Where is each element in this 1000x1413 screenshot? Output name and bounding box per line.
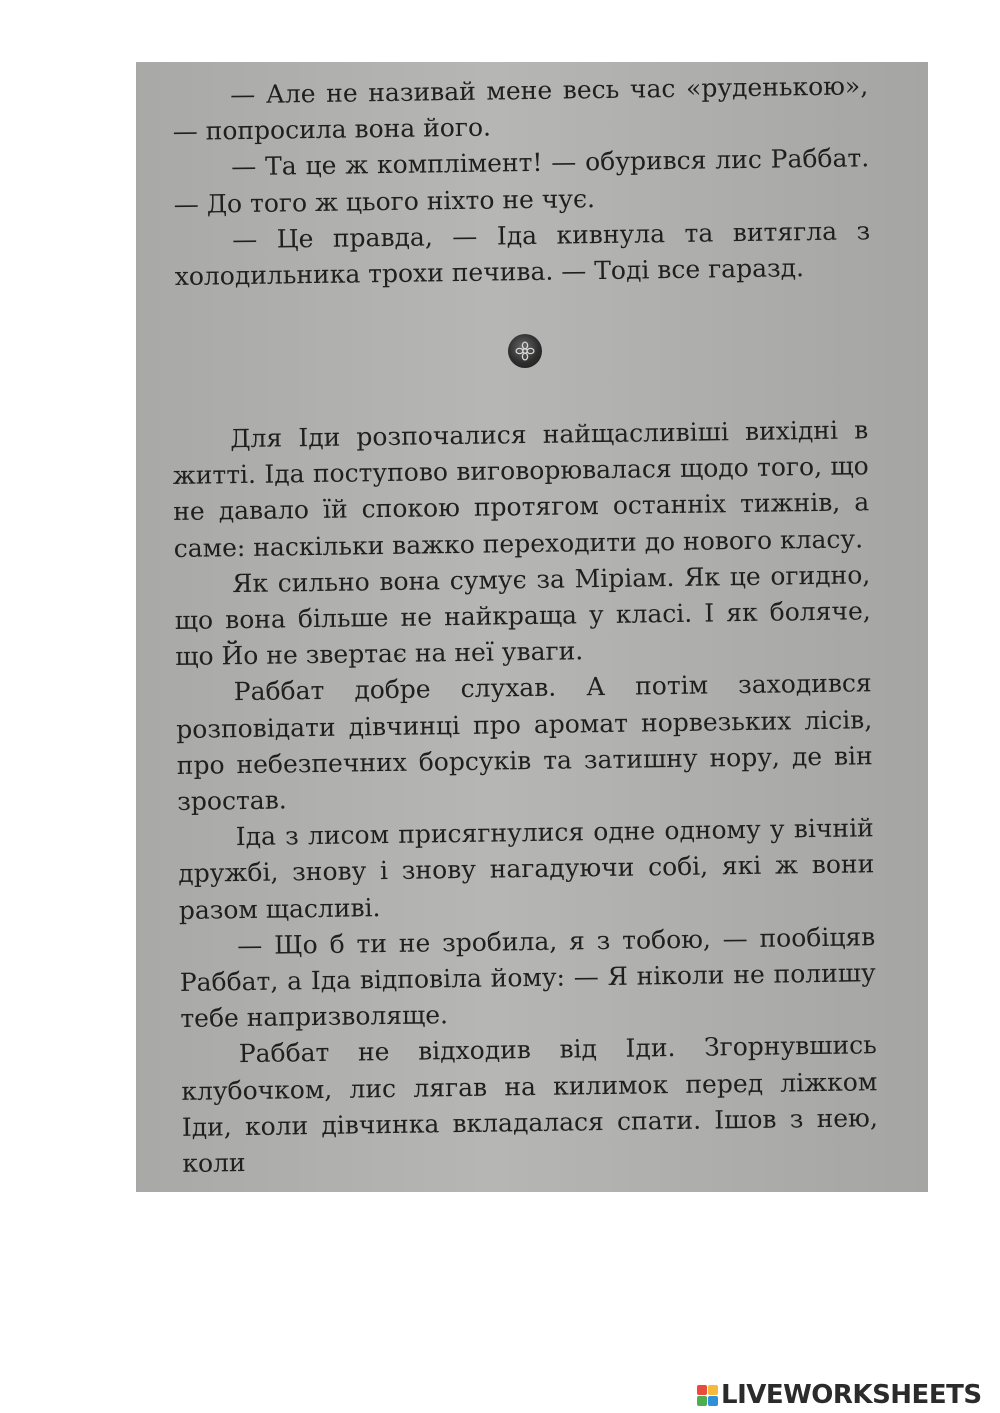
paragraph: Для Іди розпочалися найщасливіші вихідні в житті. Іда поступово виговорювалася щодо того, що не давало їй спокою протягом останніх тижнів, а саме: наскільки важко переходити до нового класу. (172, 415, 870, 563)
liveworksheets-logo-icon (697, 1385, 718, 1406)
paragraph: Як сильно вона сумує за Міріам. Як це огидно, що вона більше не найкраща у класі. І як боляче, що Йо не звертає на неї уваги. (174, 560, 871, 672)
flower-ornament-icon (508, 334, 542, 368)
book-page-photo (136, 62, 928, 1192)
text-block-top (172, 68, 871, 295)
paragraph: — Але не називай мене весь час «руденькою», — попросила вона його. (172, 71, 869, 147)
logo-square (708, 1396, 718, 1406)
paragraph: Раббат не відходив від Іди. Згорнувшись клубочком, лис лягав на килимок перед ліжком Іди, коли дівчинка вкладалася спати. Ішов з нею, коли (181, 1030, 878, 1178)
brand-text: LIVEWORKSHEETS (721, 1380, 982, 1410)
logo-square (708, 1385, 718, 1395)
paragraph: Раббат добре слухав. А потім заходився розповідати дівчинці про аромат норвезьких лісів, про небезпечних борсуків та затишну нору, де він зростав. (176, 668, 873, 816)
text-block-bottom (172, 412, 879, 1182)
liveworksheets-logo (697, 1380, 982, 1410)
logo-square (697, 1385, 707, 1395)
paragraph: — Що б ти не зробила, я з тобою, — пообіцяв Раббат, а Іда відповіла йому: — Я ніколи не полишу тебе напризволяще. (179, 922, 876, 1034)
paragraph: — Це правда, — Іда кивнула та витягла з холодильника трохи печива. — Тоді все гаразд. (174, 216, 871, 291)
paragraph: — Та це ж комплімент! — обурився лис Раббат. — До того ж цього ніхто не чує. (173, 143, 870, 219)
paragraph: Іда з лисом присягнулися одне одному у вічній дружбі, знову і знову нагадуючи собі, які ж вони разом щасливі. (178, 813, 875, 925)
flower-ornament-svg (513, 339, 537, 363)
logo-square (697, 1396, 707, 1406)
